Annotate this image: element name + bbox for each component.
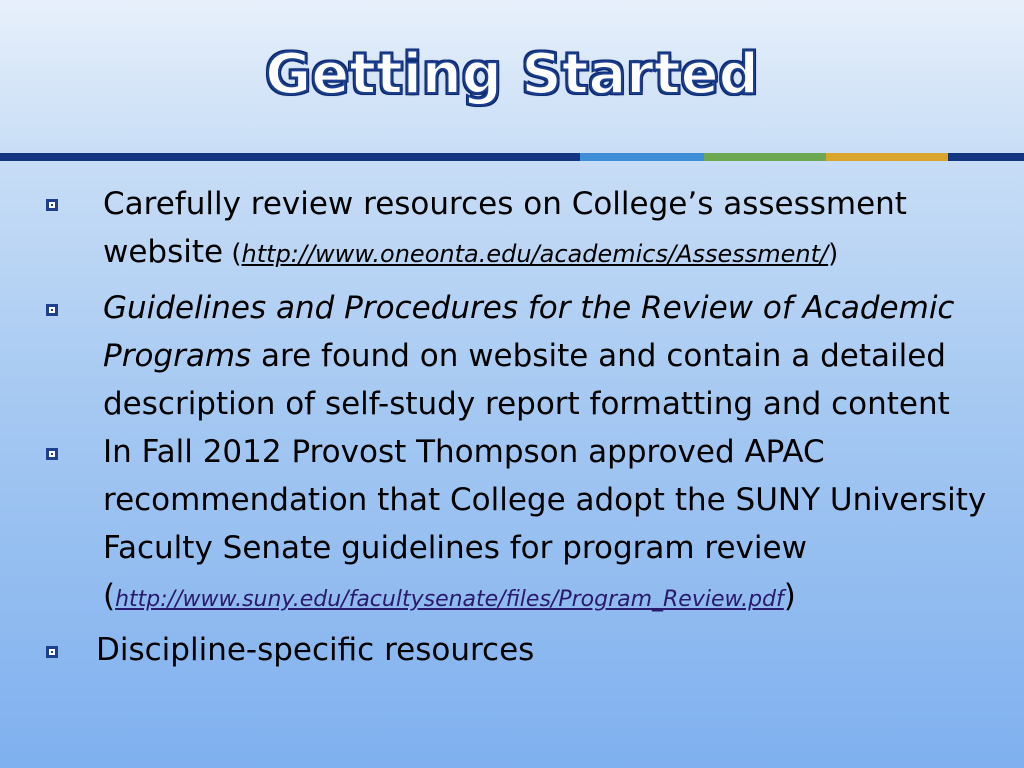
bullet-4-text: Discipline-specific resources (96, 632, 535, 668)
bullet-item-1 (103, 180, 1008, 278)
bullet-marker-icon (46, 646, 58, 658)
bullet-1-paren-open: ( (223, 239, 242, 269)
bullet-item-4 (96, 626, 1001, 674)
assessment-website-link[interactable]: http://www.oneonta.edu/academics/Assessment/ (241, 240, 829, 268)
bullet-3-paren-open: ( (103, 578, 116, 614)
suny-program-review-link[interactable]: http://www.suny.edu/facultysenate/files/Program_Review.pdf (115, 587, 784, 612)
bullet-marker-icon (46, 199, 58, 211)
bullet-item-3 (103, 428, 1008, 624)
bullet-marker-icon (46, 448, 58, 460)
bullet-3-paren-close: ) (783, 578, 796, 614)
bullet-3-text: In Fall 2012 Provost Thompson approved APAC recommendation that College adopt the SUNY University Faculty Senate guidelines for program review (103, 434, 987, 566)
divider-bar-green (704, 153, 826, 161)
divider-bar-gold (826, 153, 948, 161)
bullet-marker-icon (46, 304, 58, 316)
bullet-2-italic-title: Guidelines and Procedures for the Review of Academic Programs (103, 290, 955, 374)
divider-bar-blue (580, 153, 704, 161)
divider-bar-navy-end (948, 153, 1024, 161)
bullet-item-2 (103, 284, 1008, 428)
divider-bar-navy (0, 153, 580, 161)
bullet-1-text: Carefully review resources on College’s assessment website (103, 186, 907, 270)
bullet-1-paren-close: ) (828, 239, 839, 269)
bullet-2-text: are found on website and contain a detailed description of self-study report formatting and content (103, 338, 950, 422)
slide-title: Getting Started (265, 42, 759, 107)
